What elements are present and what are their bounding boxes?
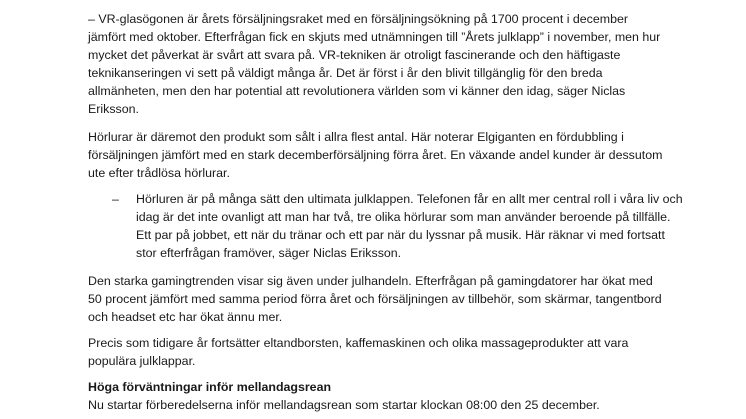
paragraph-popular-gifts: Precis som tidigare år fortsätter eltandborsten, kaffemaskinen och olika massageprodukter att vara populära julklappar. [88, 336, 629, 368]
paragraph-vr-glasses: – VR-glasögonen är årets försäljningsraket med en försäljningsökning på 1700 procent i december jämfört med oktober. Efterfrågan fick en skjuts med utnämningen till ”Årets julklapp” i november, men hur mycket det påverkat är svårt att svara på. VR-tekniken är otroligt fascinerande och den häftigaste teknikanseringen vi sett på väldigt många år. Det är först i år den blivit tillgänglig för den breda allmänheten, men den har potential att revolutionera världen som vi känner den idag, säger Niclas Eriksson. [88, 12, 661, 116]
section-heading: Höga förväntningar inför mellandagsrean [88, 380, 332, 394]
paragraph-sale-start: Nu startar förberedelserna inför mellandagsrean som startar klockan 08:00 den 25 december. [88, 398, 600, 412]
bullet-dash: – [112, 192, 119, 206]
bullet-text: Hörluren är på många sätt den ultimata julklappen. Telefonen får en allt mer central roll i våra liv och idag är det inte ovanligt att man har två, tre olika hörlurar som man använder beroende på tillfälle. Ett par på jobbet, ett när du tränar och ett par när du lyssnar på musik. Här räknar vi med fortsatt stor efterfrågan framöver, säger Niclas Eriksson. [136, 192, 683, 260]
paragraph-headphones: Hörlurar är däremot den produkt som sålt i allra flest antal. Här noterar Elgiganten en fördubbling i försäljningen jämfört med en stark decemberförsäljning förra året. En växande andel kunder är dessutom ute efter trådlösa hörlurar. [88, 130, 663, 180]
paragraph-gaming: Den starka gamingtrenden visar sig även under julhandeln. Efterfrågan på gamingdatorer har ökat med 50 procent jämfört med samma period förra året och försäljningen av tillbehör, som skärmar, tangentbord och headset etc har ökat ännu mer. [88, 274, 662, 324]
